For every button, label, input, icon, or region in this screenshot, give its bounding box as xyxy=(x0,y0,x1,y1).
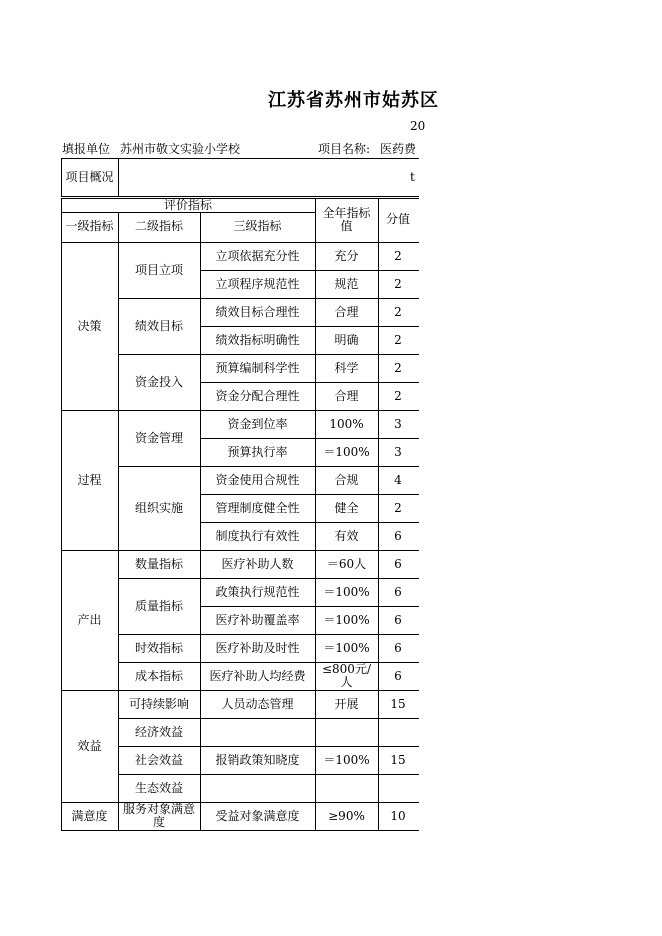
level2-quality: 质量指标 xyxy=(134,598,183,613)
target-value: ≥90% xyxy=(328,808,365,823)
year-fragment: 20 xyxy=(410,119,426,133)
level3-cell: 医疗补助及时性 xyxy=(215,640,300,655)
target-value: 明确 xyxy=(334,332,359,347)
level2-ecological: 生态效益 xyxy=(134,780,183,795)
body-col-line xyxy=(378,242,379,831)
score-value: 6 xyxy=(394,612,402,627)
target-value: ＝100% xyxy=(323,584,370,599)
overview-divider xyxy=(118,158,119,197)
header-level3: 三级指标 xyxy=(233,219,282,233)
level2-sustainable: 可持续影响 xyxy=(128,696,189,711)
level3-cell: 医疗补助人数 xyxy=(221,556,294,571)
score-value: 6 xyxy=(394,556,402,571)
score-value: 3 xyxy=(394,444,402,459)
target-value: ＝100% xyxy=(323,640,370,655)
target-value xyxy=(315,774,378,802)
score-value: 2 xyxy=(394,304,402,319)
level3-cell: 预算执行率 xyxy=(227,444,288,459)
target-value: ≤800元/人 xyxy=(321,662,371,689)
level3-cell: 医疗补助覆盖率 xyxy=(215,612,300,627)
score-value: 2 xyxy=(394,276,402,291)
level1-output: 产出 xyxy=(77,612,102,627)
score-value: 4 xyxy=(394,472,402,487)
header-eval: 评价指标 xyxy=(163,197,212,212)
level3-cell: 报销政策知晓度 xyxy=(215,752,300,767)
row-border-heavy xyxy=(200,466,379,467)
score-value: 15 xyxy=(390,752,406,767)
score-value: 2 xyxy=(394,500,402,515)
overview-label: 项目概况 xyxy=(65,169,114,184)
target-value: 规范 xyxy=(334,276,359,291)
level3-cell: 预算编制科学性 xyxy=(215,360,300,375)
level3-cell xyxy=(200,774,315,802)
target-value: 合理 xyxy=(334,304,359,319)
target-value: 充分 xyxy=(334,248,359,263)
score-value: 6 xyxy=(394,640,402,655)
header-score: 分值 xyxy=(385,212,410,226)
header-level2: 二级指标 xyxy=(134,219,183,233)
target-value: ＝100% xyxy=(323,444,370,459)
score-value: 2 xyxy=(394,388,402,403)
level1-benefit: 效益 xyxy=(77,738,102,753)
level3-cell: 资金到位率 xyxy=(227,416,288,431)
score-value: 2 xyxy=(394,248,402,263)
level2-economic: 经济效益 xyxy=(134,724,183,739)
target-value: ＝100% xyxy=(323,752,370,767)
row-border xyxy=(200,830,419,831)
target-value: 100% xyxy=(329,416,364,431)
level2-social: 社会效益 xyxy=(134,752,183,767)
score-value: 6 xyxy=(394,668,402,683)
score-value: 15 xyxy=(390,696,406,711)
header-target: 全年指标值 xyxy=(322,205,371,233)
header-col-line xyxy=(118,212,119,242)
overview-bottom-border xyxy=(61,196,419,197)
level3-cell: 立项依据充分性 xyxy=(215,248,300,263)
level2-quantity: 数量指标 xyxy=(134,556,183,571)
score-value: 6 xyxy=(394,584,402,599)
score-value: 2 xyxy=(394,332,402,347)
level2-service_sat: 服务对象满意度 xyxy=(122,802,195,829)
header-col-line xyxy=(315,198,316,242)
score-value: 3 xyxy=(394,416,402,431)
level3-cell: 医疗补助人均经费 xyxy=(209,668,306,683)
level3-cell: 资金使用合规性 xyxy=(215,472,300,487)
level3-cell: 制度执行有效性 xyxy=(215,528,300,543)
level2-perf_goal: 绩效目标 xyxy=(134,318,183,333)
header-level1: 一级指标 xyxy=(65,219,114,233)
level3-cell: 受益对象满意度 xyxy=(215,808,300,823)
body-col-line xyxy=(118,242,119,831)
level1-decision: 决策 xyxy=(77,318,102,333)
target-value: 健全 xyxy=(334,500,359,515)
level2-fund_mgmt: 资金管理 xyxy=(134,430,183,445)
target-value: 科学 xyxy=(334,360,359,375)
level3-cell: 政策执行规范性 xyxy=(215,584,300,599)
level3-cell: 人员动态管理 xyxy=(221,696,294,711)
target-value: 有效 xyxy=(334,528,359,543)
level3-cell: 资金分配合理性 xyxy=(215,388,300,403)
header-col-line xyxy=(200,212,201,242)
target-value: 合理 xyxy=(334,388,359,403)
level2-cost: 成本指标 xyxy=(134,668,183,683)
score-value: 2 xyxy=(394,360,402,375)
target-value: 开展 xyxy=(334,696,359,711)
body-col-line xyxy=(61,242,62,831)
level2-project_setup: 项目立项 xyxy=(134,262,183,277)
score-value: 10 xyxy=(390,808,406,823)
level1-process: 过程 xyxy=(77,472,102,487)
score-value: 6 xyxy=(394,528,402,543)
level3-cell xyxy=(200,718,315,746)
body-col-line xyxy=(200,242,201,831)
fill-unit-label: 填报单位 xyxy=(62,142,111,156)
header-col-line xyxy=(61,198,62,242)
body-col-line xyxy=(315,242,316,831)
target-value: 合规 xyxy=(334,472,359,487)
project-name-label: 项目名称: xyxy=(318,142,371,156)
level3-cell: 管理制度健全性 xyxy=(215,500,300,515)
overview-fragment: t xyxy=(410,169,415,184)
target-value: ＝60人 xyxy=(326,556,367,571)
fill-unit-value: 苏州市敬文实验小学校 xyxy=(120,142,241,156)
score-value xyxy=(378,774,418,802)
level3-cell: 绩效指标明确性 xyxy=(215,332,300,347)
target-value: ＝100% xyxy=(323,612,370,627)
level1-satisfaction: 满意度 xyxy=(71,808,108,823)
page-title: 江苏省苏州市姑苏区 xyxy=(268,90,439,111)
project-name-value: 医药费 xyxy=(380,142,417,156)
level2-timeliness: 时效指标 xyxy=(134,640,183,655)
target-value xyxy=(315,718,378,746)
level2-org_impl: 组织实施 xyxy=(134,500,183,515)
score-value xyxy=(378,718,418,746)
level3-cell: 绩效目标合理性 xyxy=(215,304,300,319)
header-col-line xyxy=(378,198,379,242)
level3-cell: 立项程序规范性 xyxy=(215,276,300,291)
level2-fund_input: 资金投入 xyxy=(134,374,183,389)
